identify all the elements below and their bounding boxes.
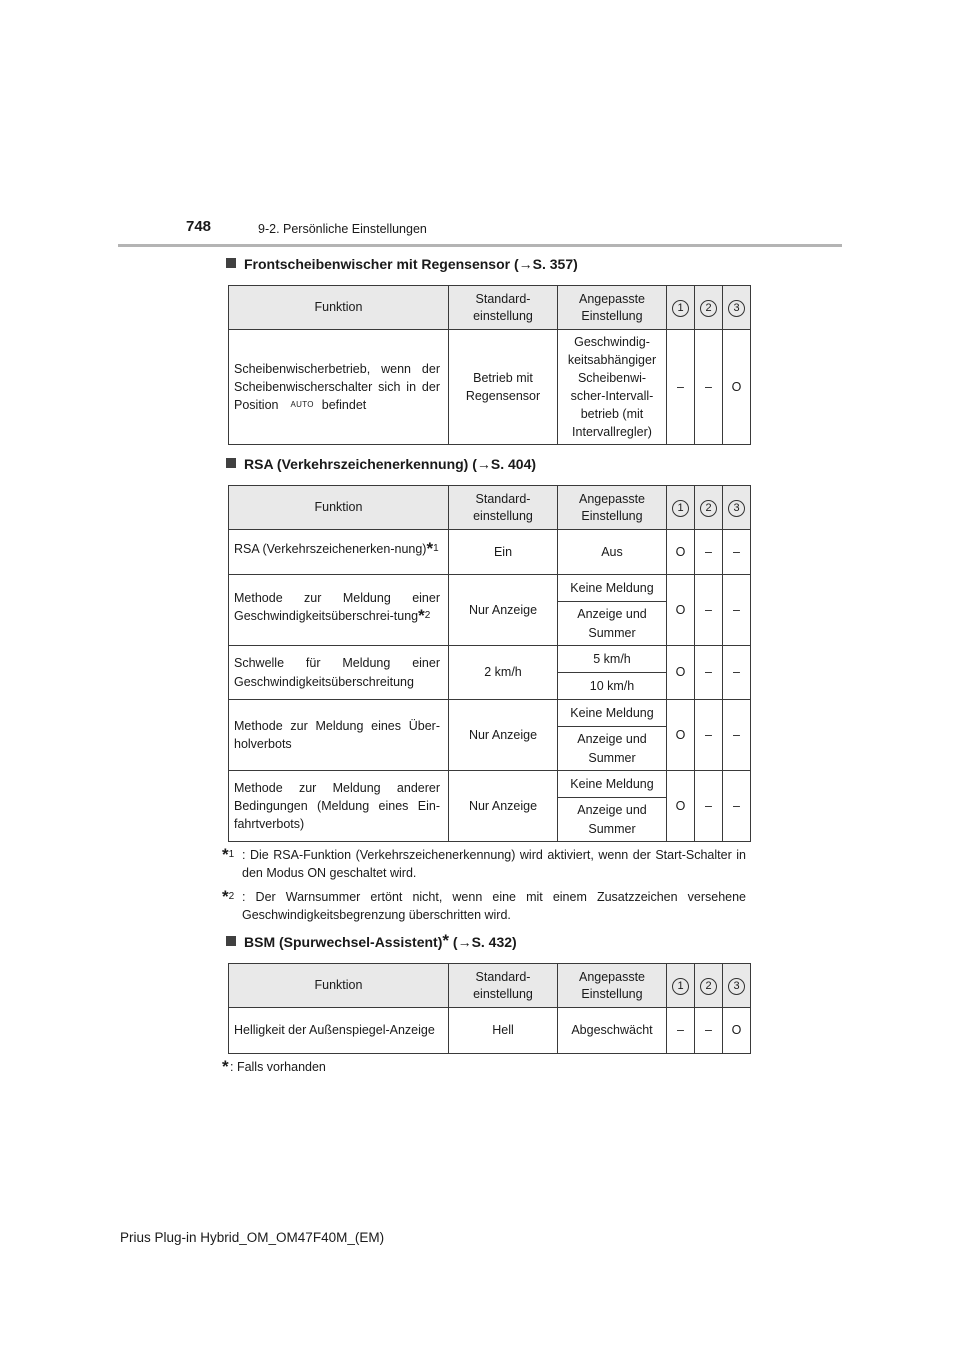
- footnote-availability: * : Falls vorhanden: [222, 1057, 326, 1076]
- footer-document-id: Prius Plug-in Hybrid_OM_OM47F40M_(EM): [120, 1230, 385, 1245]
- cell-3: –: [723, 575, 751, 646]
- cell-funktion: Helligkeit der Außenspiegel-Anzeige: [229, 1008, 449, 1054]
- col-header-2: 2: [695, 964, 723, 1008]
- table-row: [229, 700, 751, 727]
- cell-angepasst: Anzeige und Summer: [558, 727, 667, 771]
- table-row: [229, 1008, 751, 1054]
- cell-angepasst: Aus: [558, 530, 667, 575]
- cell-funktion: Scheibenwischerbetrieb, wenn der Scheibenwischerschalter sich in der Position AUTO befindet: [229, 330, 449, 445]
- cell-1: –: [667, 330, 695, 445]
- cell-2: –: [695, 575, 723, 646]
- col-header-standard: Standard-einstellung: [449, 964, 558, 1008]
- table-header-row: [229, 286, 751, 330]
- cell-1: O: [667, 700, 695, 771]
- col-header-funktion: Funktion: [229, 486, 449, 530]
- footnote-marker: *: [442, 931, 449, 950]
- cell-angepasst: Geschwindig-keitsabhängiger Scheibenwi-scher-Intervall-betrieb (mit Intervallregler): [558, 330, 667, 445]
- arrow-icon: →: [518, 256, 533, 272]
- table-wiper: [228, 285, 751, 445]
- section-bullet-icon: [226, 936, 236, 946]
- cell-2: –: [695, 700, 723, 771]
- cell-angepasst: Anzeige und Summer: [558, 602, 667, 646]
- section-title-rsa: RSA (Verkehrszeichenerkennung) (→S. 404): [226, 456, 536, 472]
- page-number: 748: [186, 218, 212, 235]
- cell-1: –: [667, 1008, 695, 1054]
- section-bullet-icon: [226, 258, 236, 268]
- cell-angepasst: Keine Meldung: [558, 700, 667, 727]
- col-header-angepasst: Angepasste Einstellung: [558, 286, 667, 330]
- cell-standard: Hell: [449, 1008, 558, 1054]
- cell-standard: Ein: [449, 530, 558, 575]
- table-header-row: [229, 486, 751, 530]
- cell-standard: Betrieb mit Regensensor: [449, 330, 558, 445]
- cell-2: –: [695, 646, 723, 700]
- col-header-2: 2: [695, 286, 723, 330]
- col-header-standard: Standard-einstellung: [449, 286, 558, 330]
- col-header-3: 3: [723, 486, 751, 530]
- cell-2: –: [695, 1008, 723, 1054]
- col-header-2: 2: [695, 486, 723, 530]
- cell-angepasst: Anzeige und Summer: [558, 798, 667, 842]
- col-header-3: 3: [723, 286, 751, 330]
- table-row: [229, 646, 751, 673]
- col-header-funktion: Funktion: [229, 964, 449, 1008]
- footnote-1: *$^1$ : Die RSA-Funktion (Verkehrszeichenerkennung) wird aktiviert, wenn der Start-Schalter in den Modus ON geschaltet wird.: [222, 845, 746, 881]
- col-header-1: 1: [667, 964, 695, 1008]
- cell-2: –: [695, 530, 723, 575]
- cell-angepasst: 5 km/h: [558, 646, 667, 673]
- header-divider: [118, 244, 842, 247]
- arrow-icon: →: [457, 934, 472, 950]
- cell-3: O: [723, 1008, 751, 1054]
- cell-3: –: [723, 771, 751, 842]
- arrow-icon: →: [476, 456, 491, 472]
- col-header-angepasst: Angepasste Einstellung: [558, 964, 667, 1008]
- cell-1: O: [667, 646, 695, 700]
- table-rsa: [228, 485, 751, 842]
- footnote-marker: *: [426, 538, 434, 558]
- cell-angepasst: Keine Meldung: [558, 771, 667, 798]
- table-bsm: [228, 963, 751, 1054]
- cell-standard: 2 km/h: [449, 646, 558, 700]
- col-header-1: 1: [667, 486, 695, 530]
- col-header-angepasst: Angepasste Einstellung: [558, 486, 667, 530]
- col-header-3: 3: [723, 964, 751, 1008]
- col-header-standard: Standard-einstellung: [449, 486, 558, 530]
- table-header-row: [229, 964, 751, 1008]
- cell-angepasst: 10 km/h: [558, 673, 667, 700]
- cell-funktion: RSA (Verkehrszeichenerken-nung)*$^1$: [229, 530, 449, 575]
- cell-1: O: [667, 575, 695, 646]
- cell-angepasst: Keine Meldung: [558, 575, 667, 602]
- cell-standard: Nur Anzeige: [449, 575, 558, 646]
- cell-funktion: Schwelle für Meldung einer Geschwindigkeitsüberschreitung: [229, 646, 449, 700]
- cell-funktion: Methode zur Meldung einer Geschwindigkeitsüberschrei-tung*$^2$: [229, 575, 449, 646]
- col-header-1: 1: [667, 286, 695, 330]
- cell-standard: Nur Anzeige: [449, 771, 558, 842]
- chapter-title: 9-2. Persönliche Einstellungen: [258, 222, 427, 236]
- cell-standard: Nur Anzeige: [449, 700, 558, 771]
- cell-1: O: [667, 771, 695, 842]
- table-row: [229, 575, 751, 602]
- cell-3: –: [723, 700, 751, 771]
- section-title-bsm: BSM (Spurwechsel-Assistent)* (→S. 432): [226, 934, 517, 954]
- table-row: [229, 330, 751, 445]
- section-title-wiper: Frontscheibenwischer mit Regensensor (→S. 357): [226, 256, 578, 272]
- table-row: [229, 771, 751, 798]
- cell-2: –: [695, 330, 723, 445]
- table-row: [229, 530, 751, 575]
- cell-funktion: Methode zur Meldung anderer Bedingungen (Meldung eines Ein-fahrtverbots): [229, 771, 449, 842]
- cell-3: O: [723, 330, 751, 445]
- footnote-marker: *: [418, 605, 425, 625]
- section-bullet-icon: [226, 458, 236, 468]
- cell-2: –: [695, 771, 723, 842]
- cell-funktion: Methode zur Meldung eines Über-holverbots: [229, 700, 449, 771]
- cell-1: O: [667, 530, 695, 575]
- cell-3: –: [723, 530, 751, 575]
- footnote-2: *$^2$ : Der Warnsummer ertönt nicht, wenn eine mit einem Zusatzzeichen versehene Geschwindigkeitsbegrenzung überschritten wird.: [222, 887, 746, 923]
- cell-angepasst: Abgeschwächt: [558, 1008, 667, 1054]
- cell-3: –: [723, 646, 751, 700]
- auto-icon: AUTO: [290, 400, 314, 410]
- col-header-funktion: Funktion: [229, 286, 449, 330]
